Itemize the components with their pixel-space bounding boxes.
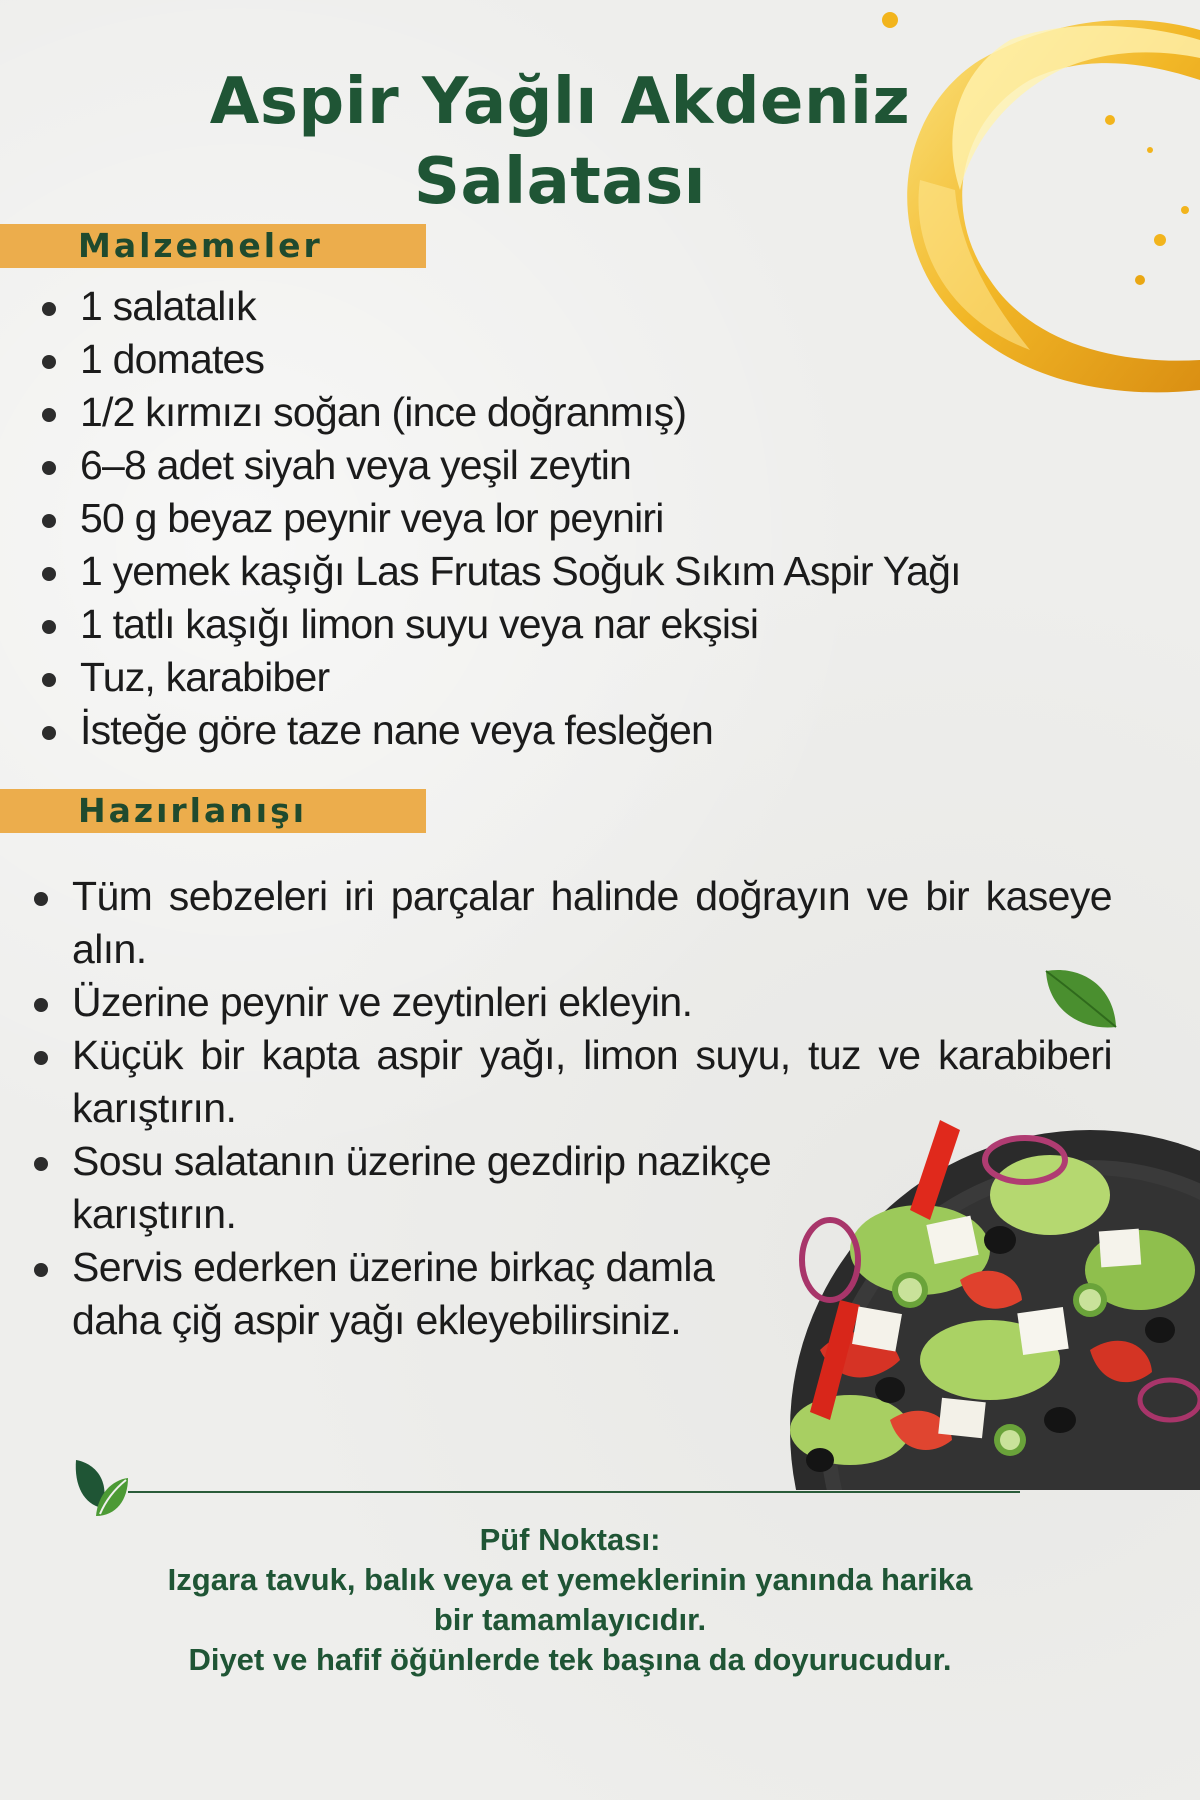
- leaf-logo-icon: [72, 1456, 130, 1522]
- method-step: Servis ederken üzerine birkaç damla daha çiğ aspir yağı ekleyebilirsiniz.: [28, 1241, 797, 1347]
- method-heading-bar: [0, 789, 426, 833]
- ingredient-item: 1 yemek kaşığı Las Frutas Soğuk Sıkım Aspir Yağı: [38, 545, 1038, 598]
- title-line-2: Salatası: [413, 145, 707, 219]
- tip-divider: [128, 1491, 1020, 1493]
- tip-line: Izgara tavuk, balık veya et yemeklerinin yanında harika: [167, 1562, 973, 1597]
- ingredients-heading-bar: [0, 224, 426, 268]
- ingredients-list: [38, 280, 1038, 757]
- method-step: Küçük bir kapta aspir yağı, limon suyu, tuz ve karabiberi karıştırın.: [28, 1029, 1112, 1135]
- method-steps-list: [28, 870, 1112, 1347]
- ingredient-item: 1/2 kırmızı soğan (ince doğranmış): [38, 386, 1038, 439]
- ingredient-item: 1 tatlı kaşığı limon suyu veya nar ekşisi: [38, 598, 1038, 651]
- tip-heading: Püf Noktası:: [479, 1522, 661, 1557]
- method-step: Tüm sebzeleri iri parçalar halinde doğrayın ve bir kaseye alın.: [28, 870, 1112, 976]
- tip-line: bir tamamlayıcıdır.: [433, 1602, 707, 1637]
- title-line-1: Aspir Yağlı Akdeniz: [209, 65, 911, 139]
- ingredient-item: 1 domates: [38, 333, 1038, 386]
- ingredient-item: İsteğe göre taze nane veya fesleğen: [38, 704, 1038, 757]
- ingredients-heading: Malzemeler: [78, 226, 323, 265]
- tip-box: [90, 1520, 1050, 1680]
- method-step: Üzerine peynir ve zeytinleri ekleyin.: [28, 976, 1112, 1029]
- recipe-title: [180, 62, 940, 222]
- tip-line: Diyet ve hafif öğünlerde tek başına da doyurucudur.: [188, 1642, 952, 1677]
- ingredient-item: 50 g beyaz peynir veya lor peyniri: [38, 492, 1038, 545]
- method-heading: Hazırlanışı: [78, 791, 308, 830]
- ingredient-item: 1 salatalık: [38, 280, 1038, 333]
- ingredient-item: Tuz, karabiber: [38, 651, 1038, 704]
- method-step: Sosu salatanın üzerine gezdirip nazikçe karıştırın.: [28, 1135, 842, 1241]
- ingredient-item: 6–8 adet siyah veya yeşil zeytin: [38, 439, 1038, 492]
